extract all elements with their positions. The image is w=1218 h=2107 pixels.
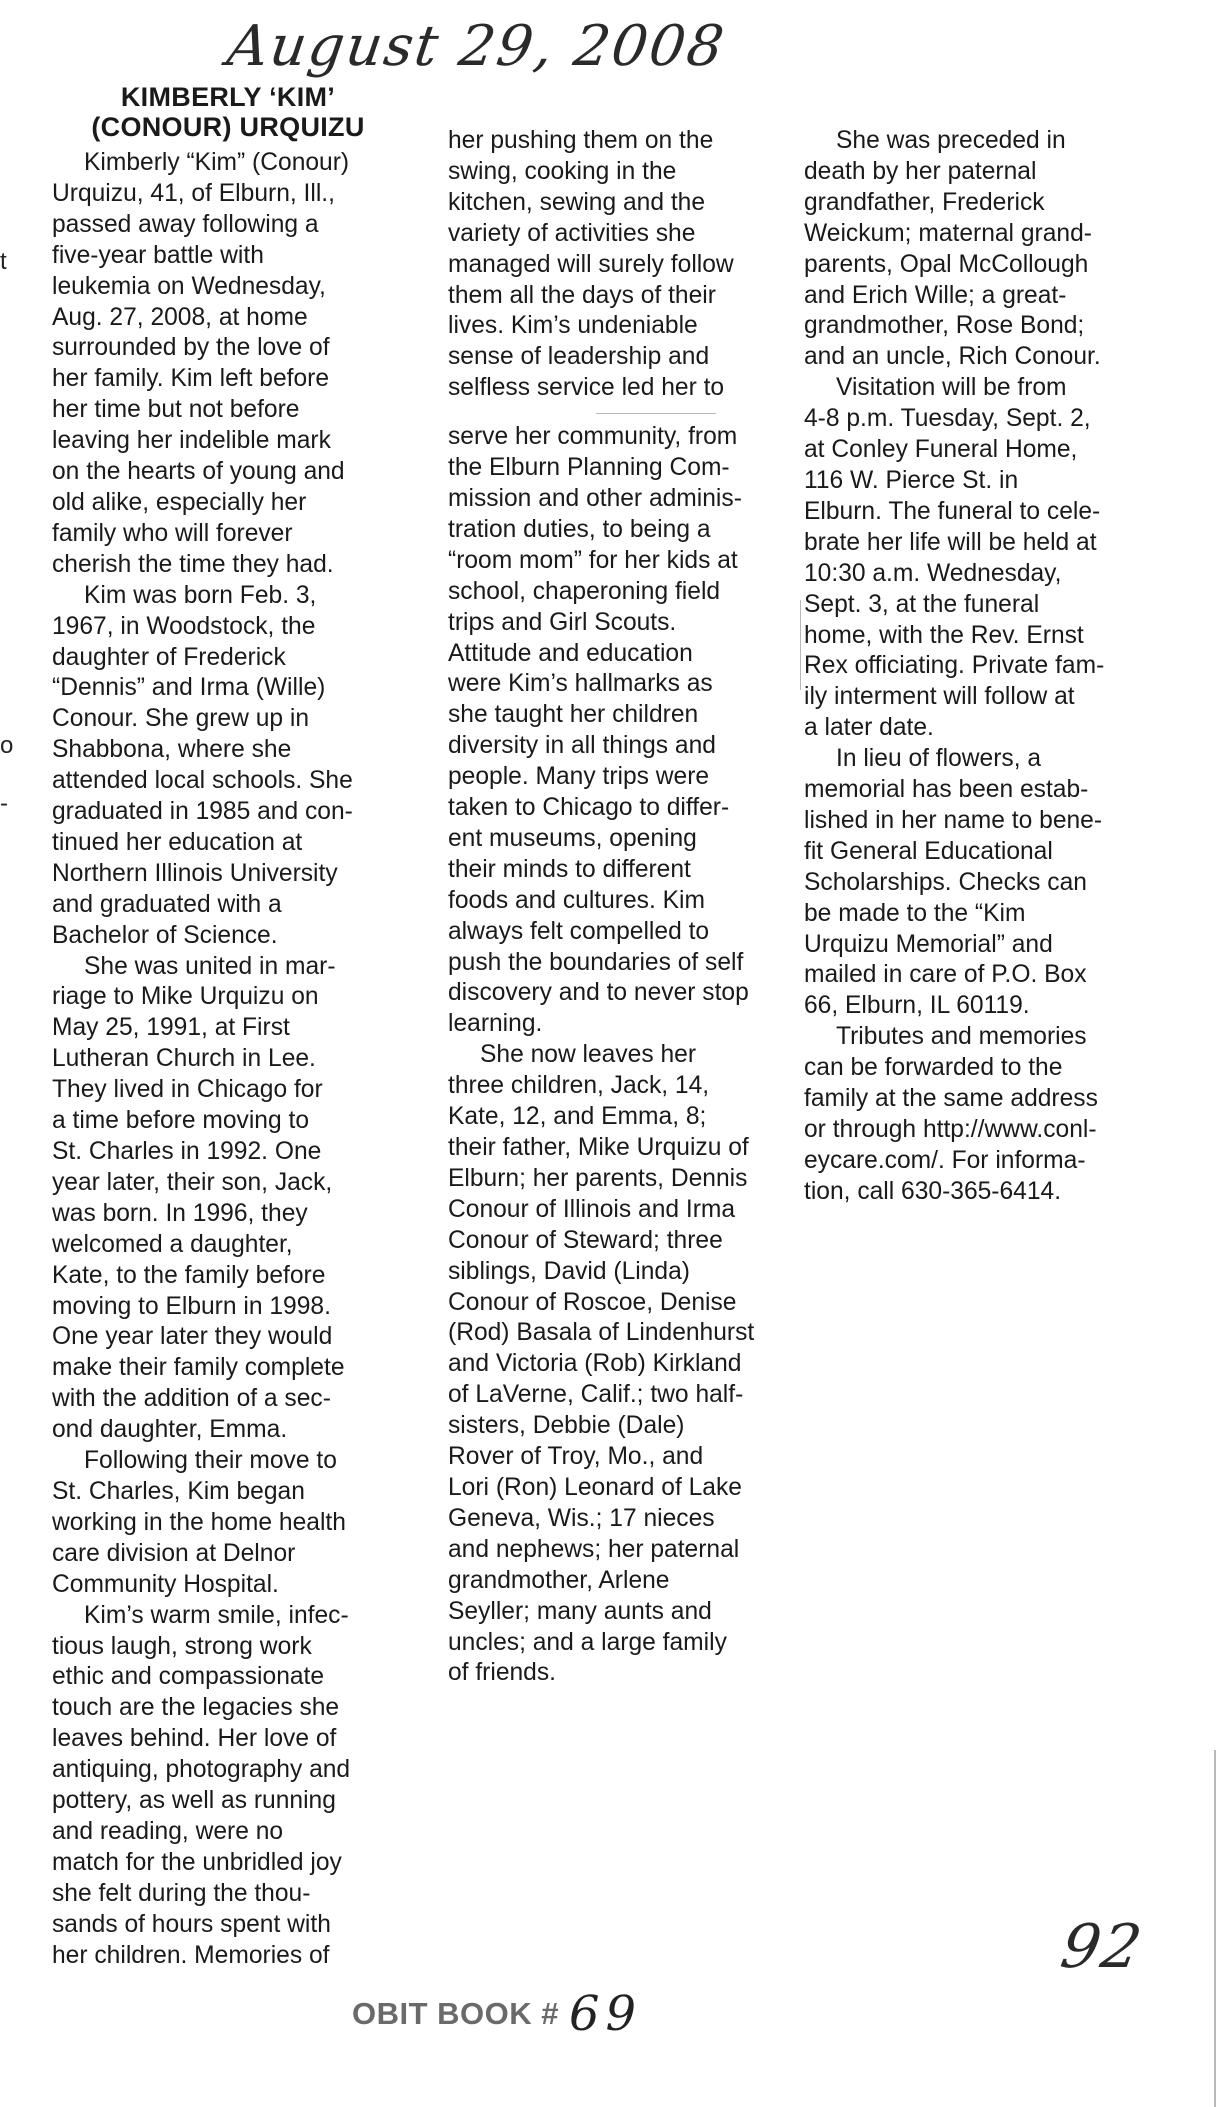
text-line: Conour of Roscoe, Denise xyxy=(448,1288,737,1316)
handwritten-date-annotation: August 29, 2008 xyxy=(223,14,730,79)
text-line: family who will forever xyxy=(52,519,293,547)
text-line: was born. In 1996, they xyxy=(52,1199,308,1227)
text-line: year later, their son, Jack, xyxy=(52,1168,333,1196)
text-line: tinued her education at xyxy=(52,828,303,856)
text-line: were Kim’s hallmarks as xyxy=(448,670,713,698)
text-line: Kim was born Feb. 3, xyxy=(84,581,317,609)
margin-fragment: o xyxy=(0,732,14,759)
text-line: her pushing them on the xyxy=(448,127,714,154)
text-line: Seyller; many aunts and xyxy=(448,1597,712,1625)
text-line: She was preceded in xyxy=(836,127,1066,154)
text-line: Lutheran Church in Lee. xyxy=(52,1045,316,1073)
text-line: “room mom” for her kids at xyxy=(448,546,738,574)
text-line: Lori (Ron) Leonard of Lake xyxy=(448,1473,742,1501)
text-line: a time before moving to xyxy=(52,1107,309,1135)
text-line: She was united in mar- xyxy=(84,952,336,980)
text-line: St. Charles in 1992. One xyxy=(52,1138,322,1165)
text-line: or through http://www.conl- xyxy=(804,1116,1097,1143)
text-line: match for the unbridled joy xyxy=(52,1848,342,1876)
text-line: push the boundaries of self xyxy=(448,948,744,976)
text-line: can be forwarded to the xyxy=(804,1054,1063,1082)
page-edge-line xyxy=(1214,1750,1216,2107)
text-line: Kimberly “Kim” (Conour) xyxy=(84,149,350,176)
text-line: trips and Girl Scouts. xyxy=(448,608,677,636)
text-line: In lieu of flowers, a xyxy=(836,745,1042,773)
paragraph xyxy=(52,581,404,952)
text-line: attended local schools. She xyxy=(52,767,353,795)
text-line: five-year battle with xyxy=(52,241,264,269)
text-line: Conour of Steward; three xyxy=(448,1226,723,1254)
text-line: kitchen, sewing and the xyxy=(448,188,706,216)
text-line: welcomed a daughter, xyxy=(52,1230,293,1258)
text-line: graduated in 1985 and con- xyxy=(52,798,353,826)
text-line: leaving her indelible mark xyxy=(52,427,331,455)
column-paragraphs xyxy=(804,126,1174,1208)
column-paragraphs xyxy=(52,148,404,1971)
text-line: sense of leadership and xyxy=(448,343,710,371)
text-line: swing, cooking in the xyxy=(448,157,677,185)
article-column-2 xyxy=(448,126,808,1689)
text-line: a later date. xyxy=(804,714,934,742)
margin-fragment: t xyxy=(0,248,7,275)
text-line: and reading, were no xyxy=(52,1817,284,1845)
paragraph xyxy=(448,126,808,404)
text-line: tration duties, to being a xyxy=(448,515,711,543)
text-line: Community Hospital. xyxy=(52,1570,279,1598)
text-line: people. Many trips were xyxy=(448,763,710,791)
text-line: moving to Elburn in 1998. xyxy=(52,1292,331,1320)
text-line: and Victoria (Rob) Kirkland xyxy=(448,1350,742,1378)
text-line: surrounded by the love of xyxy=(52,334,330,362)
text-line: Kate, 12, and Emma, 8; xyxy=(448,1103,707,1131)
text-line: May 25, 1991, at First xyxy=(52,1014,290,1042)
text-line: three children, Jack, 14, xyxy=(448,1072,710,1100)
text-line: lished in her name to bene- xyxy=(804,806,1103,834)
text-line: Weickum; maternal grand- xyxy=(804,219,1092,247)
text-line: and graduated with a xyxy=(52,890,282,918)
text-line: Scholarships. Checks can xyxy=(804,868,1087,896)
text-line: sisters, Debbie (Dale) xyxy=(448,1412,685,1440)
paragraph xyxy=(804,1022,1174,1207)
text-line: memorial has been estab- xyxy=(804,776,1089,804)
text-line: discovery and to never stop xyxy=(448,979,749,1007)
text-line: antiquing, photography and xyxy=(52,1756,351,1784)
text-line: their father, Mike Urquizu of xyxy=(448,1134,749,1161)
text-line: sands of hours spent with xyxy=(52,1910,331,1938)
text-line: family at the same address xyxy=(804,1085,1098,1113)
text-line: grandfather, Frederick xyxy=(804,188,1045,216)
text-line: Shabbona, where she xyxy=(52,736,292,764)
text-line: death by her paternal xyxy=(804,157,1037,185)
text-line: working in the home health xyxy=(52,1508,346,1536)
text-line: of LaVerne, Calif.; two half- xyxy=(448,1381,744,1409)
text-line: fit General Educational xyxy=(804,837,1053,865)
text-line: Sept. 3, at the funeral xyxy=(804,590,1040,618)
text-line: She now leaves her xyxy=(480,1041,697,1069)
text-line: Attitude and education xyxy=(448,639,693,667)
text-line: St. Charles, Kim began xyxy=(52,1477,305,1505)
paragraph xyxy=(804,744,1174,1022)
text-line: of friends. xyxy=(448,1659,556,1687)
text-line: 66, Elburn, IL 60119. xyxy=(804,992,1030,1020)
text-line: cherish the time they had. xyxy=(52,550,334,578)
text-line: touch are the legacies she xyxy=(52,1694,340,1722)
paragraph xyxy=(804,126,1174,373)
handwritten-page-number: 92 xyxy=(1055,1912,1149,1982)
text-line: 1967, in Woodstock, the xyxy=(52,612,316,640)
text-line: They lived in Chicago for xyxy=(52,1076,323,1104)
text-line: mission and other adminis- xyxy=(448,484,742,512)
text-line: old alike, especially her xyxy=(52,488,307,516)
paragraph xyxy=(804,373,1174,744)
text-line: eycare.com/. For informa- xyxy=(804,1146,1086,1174)
text-line: pottery, as well as running xyxy=(52,1787,336,1815)
paragraph xyxy=(52,1601,404,1972)
text-line: Kate, to the family before xyxy=(52,1261,326,1289)
text-line: siblings, David (Linda) xyxy=(448,1257,690,1285)
paragraph xyxy=(448,422,808,1040)
margin-fragment: - xyxy=(0,790,8,817)
text-line: selfless service led her to xyxy=(448,374,725,402)
text-line: ent museums, opening xyxy=(448,824,697,852)
text-line: taken to Chicago to differ- xyxy=(448,794,730,822)
text-line: always felt compelled to xyxy=(448,917,710,945)
text-line: be made to the “Kim xyxy=(804,899,1026,927)
text-line: home, with the Rev. Ernst xyxy=(804,621,1084,649)
text-line: 116 W. Pierce St. in xyxy=(804,466,1019,494)
headline-line: KIMBERLY ‘KIM’ xyxy=(120,82,336,112)
text-line: ond daughter, Emma. xyxy=(52,1416,288,1444)
text-line: she taught her children xyxy=(448,701,699,729)
text-line: One year later they would xyxy=(52,1323,333,1351)
text-line: at Conley Funeral Home, xyxy=(804,436,1078,464)
article-column-3 xyxy=(804,126,1174,1208)
text-line: diversity in all things and xyxy=(448,732,716,760)
text-line: Visitation will be from xyxy=(836,374,1067,402)
text-line: Bachelor of Science. xyxy=(52,921,278,949)
text-line: her children. Memories of xyxy=(52,1941,330,1969)
text-line: learning. xyxy=(448,1010,543,1038)
text-line: with the addition of a sec- xyxy=(52,1385,331,1413)
obit-book-stamp xyxy=(352,1980,643,2042)
obit-book-label: OBIT BOOK # xyxy=(352,1996,560,2031)
text-line: Elburn; her parents, Dennis xyxy=(448,1164,748,1192)
text-line: foods and cultures. Kim xyxy=(448,886,705,914)
text-line: “Dennis” and Irma (Wille) xyxy=(52,674,326,702)
text-line: Urquizu, 41, of Elburn, Ill., xyxy=(52,179,335,207)
text-line: 10:30 a.m. Wednesday, xyxy=(804,559,1062,587)
text-line: the Elburn Planning Com- xyxy=(448,454,730,482)
text-line: her time but not before xyxy=(52,396,300,424)
text-line: Following their move to xyxy=(84,1447,337,1475)
text-line: Aug. 27, 2008, at home xyxy=(52,303,308,331)
column-jump-gap xyxy=(448,404,808,422)
text-line: leaves behind. Her love of xyxy=(52,1725,337,1753)
column-paragraphs xyxy=(448,126,808,1689)
text-line: daughter of Frederick xyxy=(52,643,286,671)
paragraph xyxy=(52,1446,404,1601)
text-line: ily interment will follow at xyxy=(804,683,1075,711)
text-line: grandmother, Rose Bond; xyxy=(804,312,1085,340)
text-line: make their family complete xyxy=(52,1354,345,1382)
text-line: brate her life will be held at xyxy=(804,528,1097,556)
text-line: lives. Kim’s undeniable xyxy=(448,312,698,340)
text-line: (Rod) Basala of Lindenhurst xyxy=(448,1319,755,1347)
text-line: tious laugh, strong work xyxy=(52,1632,312,1660)
text-line: her family. Kim left before xyxy=(52,365,330,393)
text-line: and an uncle, Rich Conour. xyxy=(804,343,1101,371)
text-line: managed will surely follow xyxy=(448,250,734,278)
obit-book-number-handwritten: 69 xyxy=(569,1986,643,2042)
text-line: 4-8 p.m. Tuesday, Sept. 2, xyxy=(804,405,1091,433)
text-line: school, chaperoning field xyxy=(448,577,721,605)
text-line: passed away following a xyxy=(52,210,319,238)
text-line: leukemia on Wednesday, xyxy=(52,272,326,300)
text-line: riage to Mike Urquizu on xyxy=(52,983,319,1011)
text-line: parents, Opal McCollough xyxy=(804,250,1089,278)
text-line: Elburn. The funeral to cele- xyxy=(804,497,1101,525)
obituary-headline xyxy=(52,82,404,142)
text-line: serve her community, from xyxy=(448,423,738,451)
paragraph xyxy=(52,952,404,1447)
text-line: and Erich Wille; a great- xyxy=(804,281,1067,309)
text-line: them all the days of their xyxy=(448,281,716,309)
text-line: Conour. She grew up in xyxy=(52,705,310,733)
text-line: on the hearts of young and xyxy=(52,458,345,486)
text-line: variety of activities she xyxy=(448,219,696,247)
text-line: Tributes and memories xyxy=(836,1023,1087,1051)
text-line: tion, call 630-365-6414. xyxy=(804,1177,1062,1205)
text-line: Rex officiating. Private fam- xyxy=(804,652,1105,680)
text-line: their minds to different xyxy=(448,855,691,883)
text-line: uncles; and a large family xyxy=(448,1628,727,1656)
text-line: and nephews; her paternal xyxy=(448,1535,740,1563)
text-line: ethic and compassionate xyxy=(52,1663,325,1691)
text-line: Geneva, Wis.; 17 nieces xyxy=(448,1504,715,1532)
text-line: Conour of Illinois and Irma xyxy=(448,1195,736,1223)
text-line: Rover of Troy, Mo., and xyxy=(448,1443,704,1471)
headline-line: (CONOUR) URQUIZU xyxy=(91,112,365,142)
text-line: care division at Delnor xyxy=(52,1539,296,1567)
text-line: she felt during the thou- xyxy=(52,1879,311,1907)
text-line: grandmother, Arlene xyxy=(448,1566,670,1594)
article-column-1 xyxy=(52,82,404,1971)
paragraph xyxy=(448,1040,808,1689)
text-line: Urquizu Memorial” and xyxy=(804,930,1053,958)
text-line: Kim’s warm smile, infec- xyxy=(84,1601,349,1629)
text-line: Northern Illinois University xyxy=(52,859,338,887)
paragraph xyxy=(52,148,404,581)
text-line: mailed in care of P.O. Box xyxy=(804,961,1087,989)
